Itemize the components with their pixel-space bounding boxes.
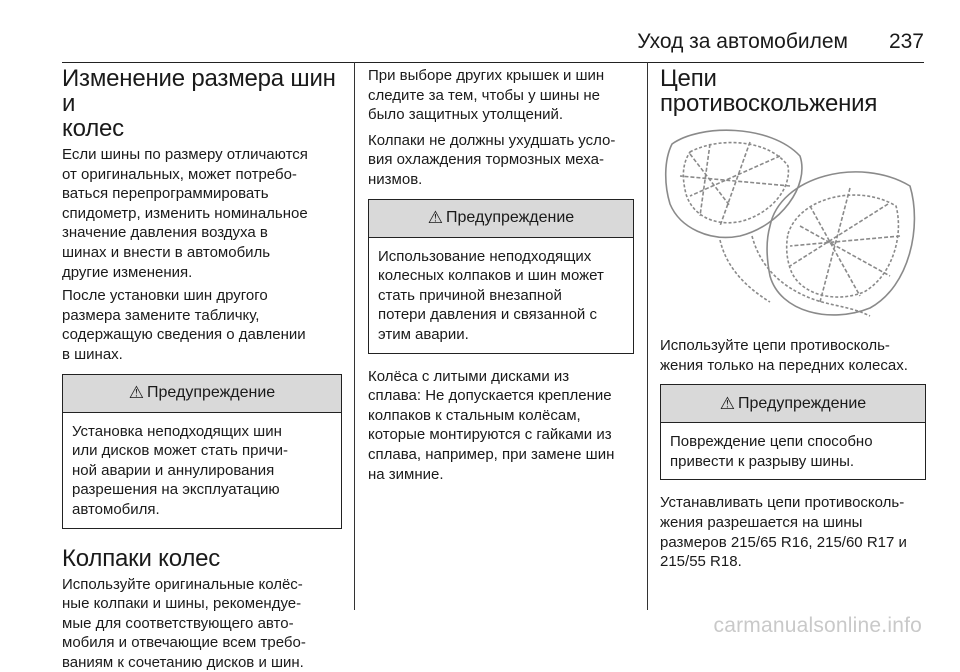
paragraph-chains-front: Используйте цепи противосколь‐ жения только на передних колесах. bbox=[660, 336, 926, 375]
warning-box-2 bbox=[368, 199, 634, 354]
heading-wheel-covers: Колпаки колес bbox=[62, 546, 342, 571]
paragraph-chains-sizes: Устанавливать цепи противосколь‐ жения разрешается на шины размеров 215/65 R16, 215/60 R17 и 215/55 R18. bbox=[660, 493, 926, 571]
column-1 bbox=[62, 66, 342, 672]
warning-box-3 bbox=[660, 384, 926, 480]
watermark: carmanualsonline.info bbox=[714, 614, 923, 638]
column-2 bbox=[368, 66, 634, 484]
warning-text-2: Использование неподходящих колесных колпаков и шин может стать причиной внезапной потери давления и связанной с этим аварии. bbox=[378, 247, 625, 345]
column-divider-1 bbox=[354, 62, 355, 610]
paragraph-wheel-covers-1: Используйте оригинальные колёс‐ ные колпаки и шины, рекомендуе‐ мые для соответствующего авто‐ мобиля и отвечающие всем требо‐ ваниям к сочетанию дисков и шин. bbox=[62, 575, 342, 672]
header-title: Уход за автомобилем bbox=[637, 30, 848, 54]
warning-text-3: Повреждение цепи способно привести к разрыву шины. bbox=[670, 432, 917, 471]
page-header bbox=[62, 28, 924, 63]
page-number: 237 bbox=[889, 30, 924, 54]
paragraph-tire-size-1: Если шины по размеру отличаются от оригинальных, может потребо‐ ваться перепрограммировать спидометр, изменить номинальное значение давления воздуха в шинах и внести в автомобиль другие изменения. bbox=[62, 145, 342, 282]
warning-title-2: Предупреждение bbox=[446, 209, 574, 227]
warning-text-1: Установка неподходящих шин или дисков может стать причи‐ ной аварии и аннулирования разрешения на эксплуатацию автомобиля. bbox=[72, 422, 333, 520]
warning-header-2 bbox=[369, 200, 633, 238]
snow-chains-illustration bbox=[660, 116, 926, 328]
paragraph-covers-2: При выборе других крышек и шин следите за тем, чтобы у шины не было защитных утолщений. bbox=[368, 66, 634, 125]
warning-triangle-icon: ⚠ bbox=[129, 383, 144, 403]
column-divider-2 bbox=[647, 62, 648, 610]
warning-header-3 bbox=[661, 385, 925, 423]
warning-box-1 bbox=[62, 374, 342, 529]
warning-title-1: Предупреждение bbox=[147, 384, 275, 402]
warning-title-3: Предупреждение bbox=[738, 395, 866, 413]
warning-triangle-icon: ⚠ bbox=[428, 208, 443, 228]
paragraph-covers-3: Колпаки не должны ухудшать усло‐ вия охлаждения тормозных меха‐ низмов. bbox=[368, 131, 634, 190]
column-3 bbox=[660, 66, 926, 572]
paragraph-tire-size-2: После установки шин другого размера замените табличку, содержащую сведения о давлении в шинах. bbox=[62, 286, 342, 364]
heading-snow-chains: Цепи противоскольжения bbox=[660, 66, 926, 116]
warning-header-1 bbox=[63, 375, 341, 413]
heading-tire-size: Изменение размера шин и колес bbox=[62, 66, 342, 141]
paragraph-alloy-wheels: Колёса с литыми дисками из сплава: Не допускается крепление колпаков к стальным колёсам, которые монтируются с гайками из сплава, например, при замене шин на зимние. bbox=[368, 367, 634, 485]
warning-triangle-icon: ⚠ bbox=[720, 394, 735, 414]
snow-chains-icon bbox=[660, 116, 926, 328]
